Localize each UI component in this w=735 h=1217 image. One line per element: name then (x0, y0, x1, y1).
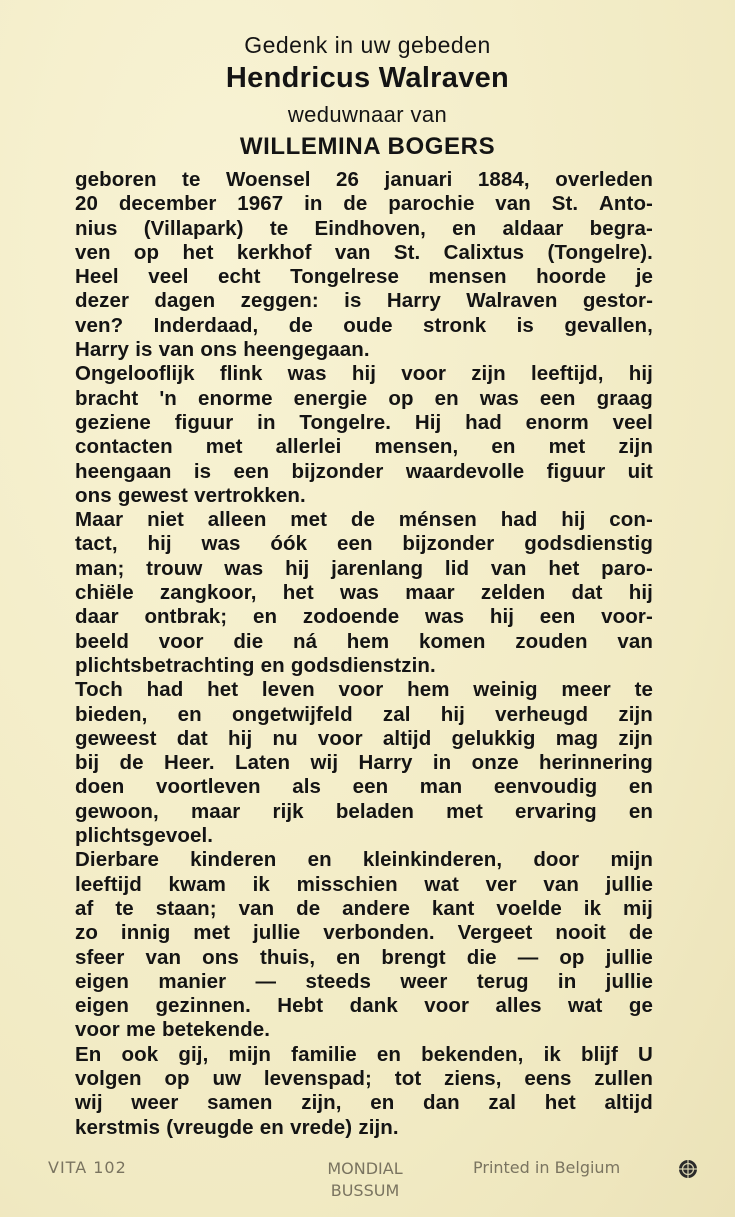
body-line: Toch had het leven voor hem weinig meer te (75, 678, 653, 702)
body-line: sfeer van ons thuis, en brengt die — op jullie (75, 945, 653, 969)
body-line: bieden, en ongetwijfeld zal hij verheugd zijn (75, 702, 653, 726)
body-line: beeld voor die ná hem komen zouden van (75, 629, 653, 653)
body-text (75, 168, 653, 1140)
body-line: ven op het kerkhof van St. Calixtus (Tongelre). (75, 240, 653, 264)
pretitle: Gedenk in uw gebeden (244, 32, 491, 58)
body-line: wij weer samen zijn, en dan zal het altijd (75, 1091, 653, 1115)
body-line: geweest dat hij nu voor altijd gelukkig mag zijn (75, 726, 653, 750)
body-line: eigen manier — steeds weer terug in jullie (75, 969, 653, 993)
footer (0, 1156, 735, 1206)
body-line: volgen op uw levenspad; tot ziens, eens zullen (75, 1066, 653, 1090)
body-line: dezer dagen zeggen: is Harry Walraven gestor- (75, 289, 653, 313)
body-line: Maar niet alleen met de ménsen had hij con- (75, 508, 653, 532)
printed-in: Printed in Belgium (473, 1158, 621, 1177)
body-line: plichtsbetrachting en godsdienstzin. (75, 653, 436, 677)
body-line: voor me betekende. (75, 1018, 271, 1042)
body-line: tact, hij was óók een bijzonder godsdienstig (75, 532, 653, 556)
body-line: Harry is van ons heengegaan. (75, 338, 370, 362)
spouse-name: WILLEMINA BOGERS (239, 133, 496, 160)
body-line: daar ontbrak; en zodoende was hij een voor- (75, 605, 653, 629)
body-line: leeftijd kwam ik misschien wat ver van jullie (75, 872, 653, 896)
body-line: gewoon, maar rijk beladen met ervaring en (75, 799, 653, 823)
publisher-logo-icon (678, 1159, 698, 1179)
deceased-name: Hendricus Walraven (225, 62, 510, 94)
body-line: doen voortleven als een man eenvoudig en (75, 775, 653, 799)
body-line: eigen gezinnen. Hebt dank voor alles wat ge (75, 994, 653, 1018)
body-line: plichtsgevoel. (75, 824, 214, 848)
body-line: Ongelooflijk flink was hij voor zijn leeftijd, hij (75, 362, 653, 386)
publisher-name: MONDIAL (327, 1159, 403, 1178)
body-line: kerstmis (vreugde en vrede) zijn. (75, 1115, 399, 1139)
body-line: ons gewest vertrokken. (75, 483, 306, 507)
body-line: 20 december 1967 in de parochie van St. Anto- (75, 192, 653, 216)
relation-text: weduwnaar van (287, 102, 448, 127)
vita-number: VITA 102 (48, 1158, 127, 1177)
body-line: nius (Villapark) te Eindhoven, en aldaar begra- (75, 216, 653, 240)
body-line: geboren te Woensel 26 januari 1884, overleden (75, 168, 653, 191)
body-line: Dierbare kinderen en kleinkinderen, door mijn (75, 848, 653, 872)
body-line: af te staan; van de andere kant voelde ik mij (75, 896, 653, 920)
publisher (310, 1158, 420, 1202)
body-line: Heel veel echt Tongelrese mensen hoorde je (75, 265, 653, 289)
body-line: bij de Heer. Laten wij Harry in onze herinnering (75, 751, 653, 775)
body-line: contacten met allerlei mensen, en met zijn (75, 435, 653, 459)
publisher-city: BUSSUM (330, 1181, 400, 1200)
body-line: zo innig met jullie verbonden. Vergeet nooit de (75, 921, 653, 945)
body-line: heengaan is een bijzonder waardevolle figuur uit (75, 459, 653, 483)
body-line: chiële zangkoor, het was maar zelden dat hij (75, 581, 653, 605)
body-line: man; trouw was hij jarenlang lid van het paro- (75, 556, 653, 580)
body-line: ven? Inderdaad, de oude stronk is gevallen, (75, 313, 653, 337)
body-line: En ook gij, mijn familie en bekenden, ik blijf U (75, 1042, 653, 1066)
body-line: geziene figuur in Tongelre. Hij had enorm veel (75, 410, 653, 434)
body-line: bracht 'n enorme energie op en was een graag (75, 386, 653, 410)
